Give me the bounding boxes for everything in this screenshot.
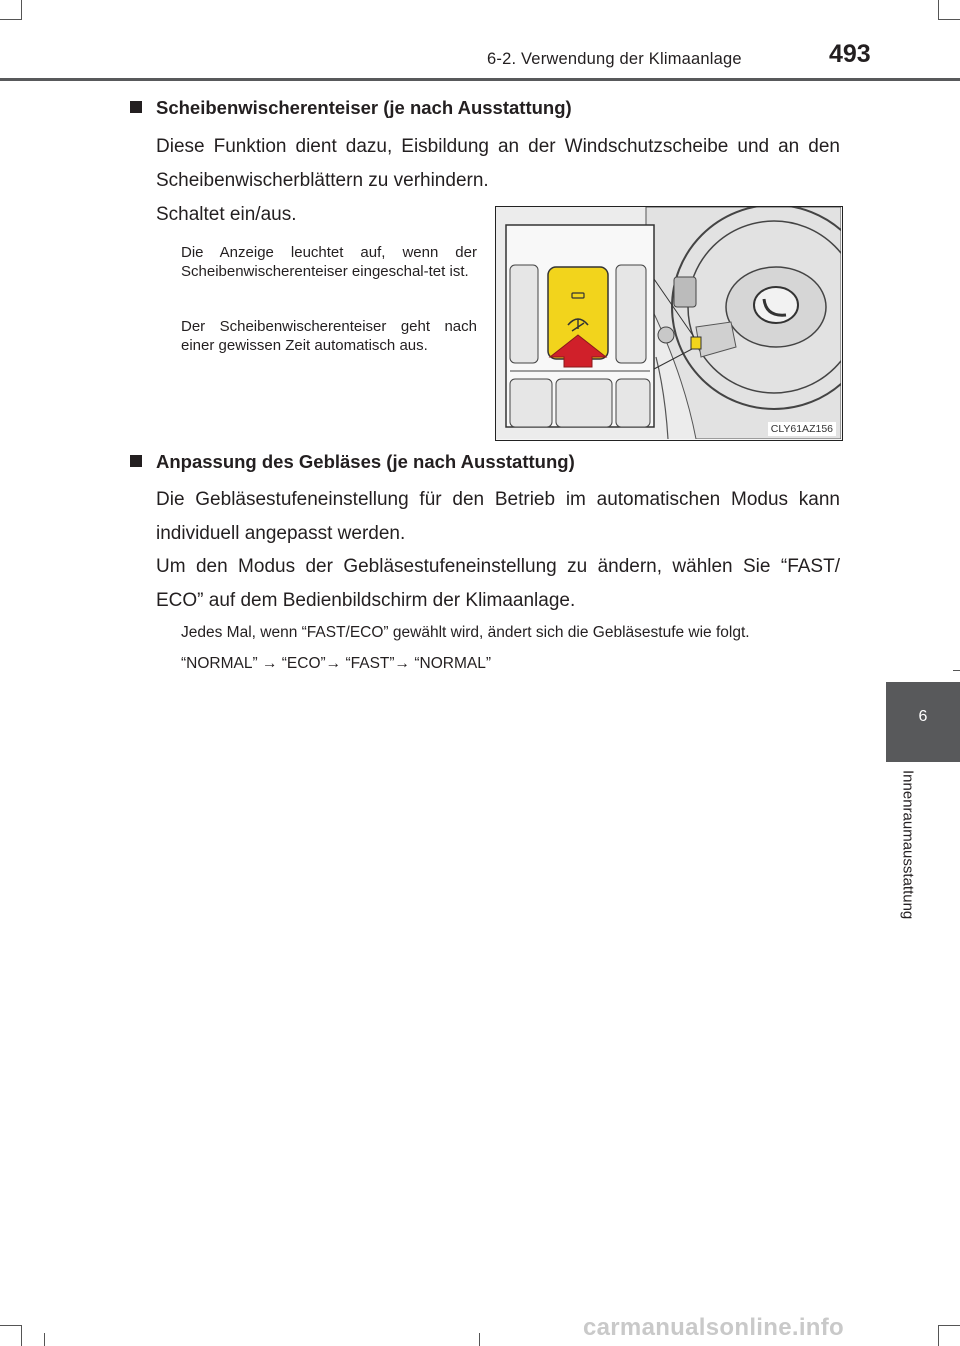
section-heading: Anpassung des Gebläses (je nach Ausstattung) <box>130 451 575 473</box>
note-paragraph: Die Anzeige leuchtet auf, wenn der Scheibenwischerenteiser eingeschal-tet ist. <box>181 244 477 280</box>
square-bullet-icon <box>130 455 142 467</box>
square-bullet-icon <box>130 101 142 113</box>
page-number: 493 <box>829 40 871 68</box>
crop-mark <box>938 19 960 20</box>
chapter-label-text: Innenraumausstattung <box>899 770 917 920</box>
watermark: carmanualsonline.info <box>583 1314 845 1341</box>
crop-mark <box>953 670 960 671</box>
crop-mark <box>44 1333 45 1346</box>
crop-mark <box>0 19 22 20</box>
note-paragraph: Der Scheibenwischerenteiser geht nach einer gewissen Zeit automatisch aus. <box>181 318 477 354</box>
defroster-illustration <box>495 206 843 441</box>
section-heading: Scheibenwischerenteiser (je nach Ausstattung) <box>130 97 572 119</box>
crop-mark <box>21 0 22 20</box>
chapter-number: 6 <box>918 708 928 725</box>
chapter-label <box>893 770 923 950</box>
chapter-tab <box>886 682 960 762</box>
section-title: 6-2. Verwendung der Klimaanlage <box>487 50 742 68</box>
body-paragraph: Diese Funktion dient dazu, Eisbildung an der Windschutzscheibe und an den Scheibenwischerblättern zu verhindern. <box>156 136 840 191</box>
figure-code: CLY61AZ156 <box>768 422 836 436</box>
crop-mark <box>479 1333 480 1346</box>
crop-mark <box>938 1325 939 1346</box>
header-rule <box>0 78 960 81</box>
illustration-svg <box>496 207 841 439</box>
body-paragraph: Die Gebläsestufeneinstellung für den Betrieb im automatischen Modus kann individuell angepasst werden. <box>156 489 840 544</box>
crop-mark <box>938 0 939 20</box>
body-paragraph: Schaltet ein/aus. <box>156 204 297 225</box>
crop-mark <box>21 1325 22 1346</box>
body-paragraph: Um den Modus der Gebläsestufeneinstellung zu ändern, wählen Sie “FAST/ ECO” auf dem Bedienbildschirm der Klimaanlage. <box>156 556 840 611</box>
sequence-note: “NORMAL” → “ECO”→ “FAST”→ “NORMAL” <box>181 655 491 672</box>
crop-mark <box>0 1325 22 1326</box>
note-paragraph: Jedes Mal, wenn “FAST/ECO” gewählt wird, ändert sich die Gebläsestufe wie folgt. <box>181 624 750 641</box>
crop-mark <box>938 1325 960 1326</box>
